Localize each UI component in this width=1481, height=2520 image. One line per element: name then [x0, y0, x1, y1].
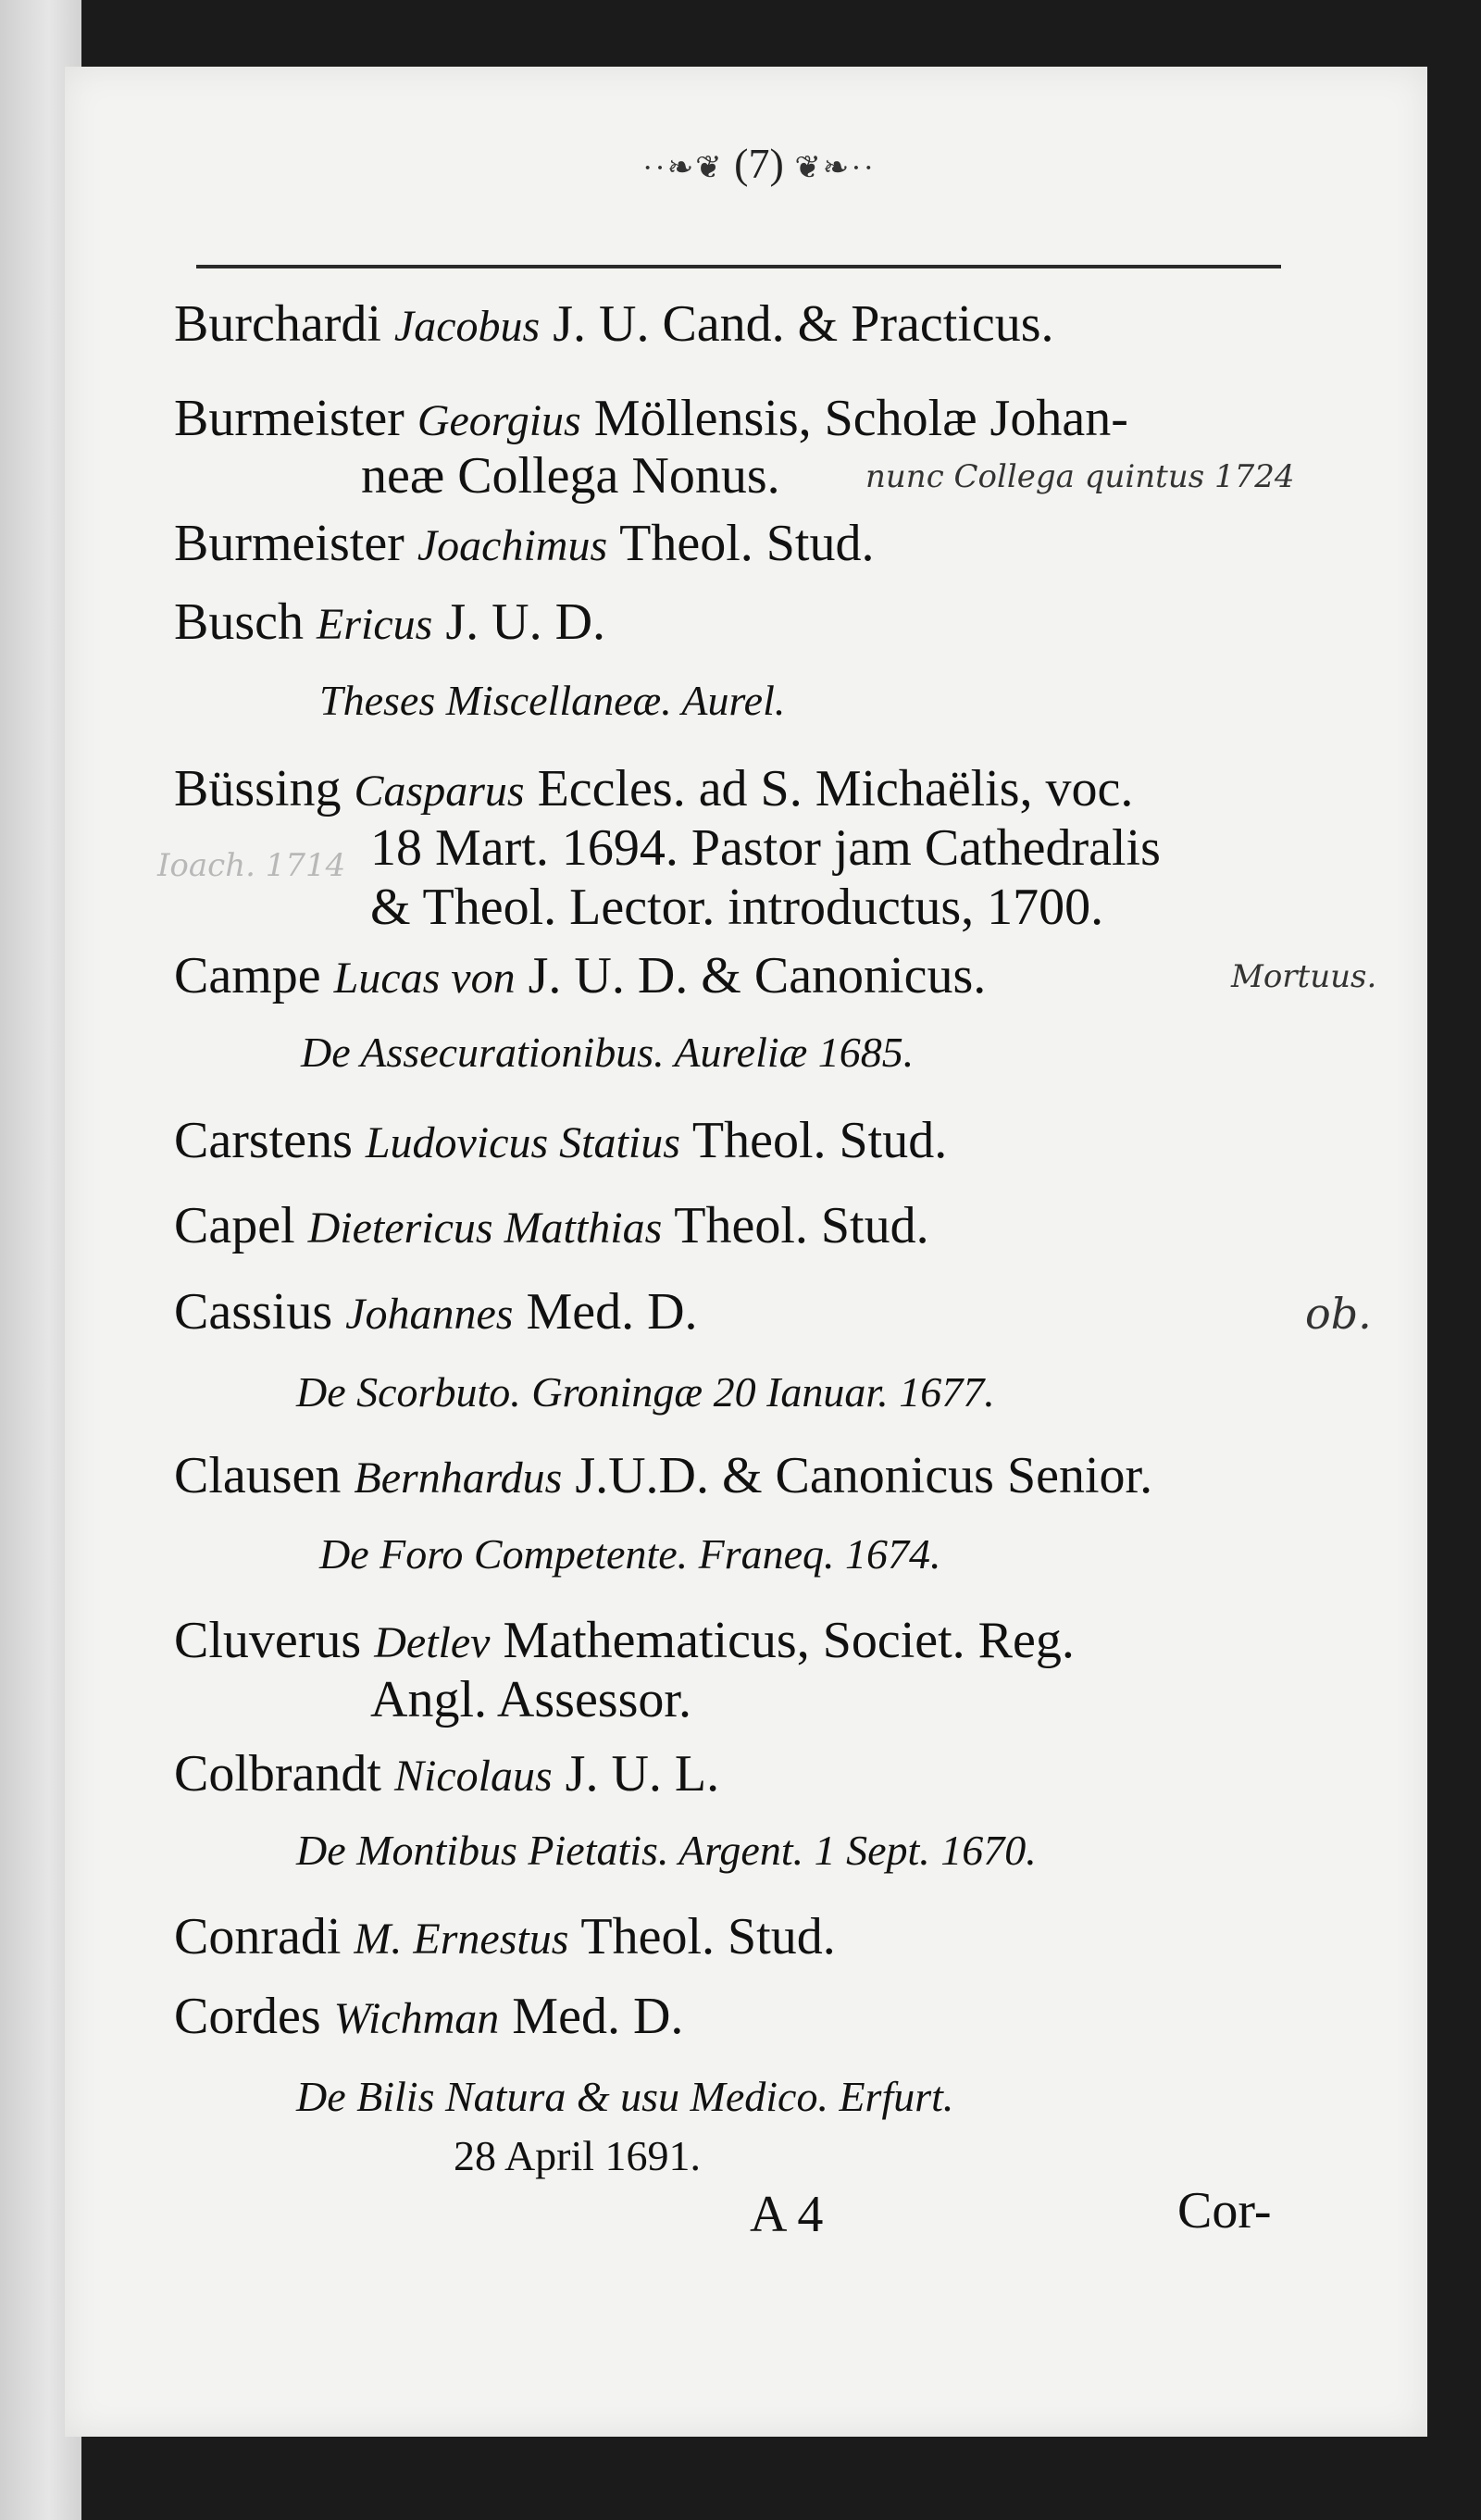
- entry-conradi: [174, 1907, 1285, 1969]
- ornament-right-icon: ❦❧··: [794, 151, 876, 185]
- surname: Capel: [174, 1197, 295, 1254]
- title: Med. D.: [512, 1988, 684, 2045]
- entry-cordes: [174, 1987, 1285, 2049]
- surname: Burmeister: [174, 390, 404, 447]
- given-name: Jacobus: [393, 302, 541, 351]
- given-name: Ericus: [317, 600, 433, 649]
- title: Theol. Stud.: [619, 515, 875, 572]
- page-number: (7): [734, 140, 784, 187]
- entry-burmeister-georgius-cont: neæ Collega Nonus.: [361, 447, 780, 505]
- entry-burmeister-joachimus: [174, 514, 1285, 576]
- signature-mark: A 4: [750, 2186, 824, 2243]
- handwritten-note-burmeister: nunc Collega quintus 1724: [865, 458, 1295, 495]
- given-name: Georgius: [417, 396, 581, 445]
- page-header: [565, 139, 953, 188]
- surname: Cordes: [174, 1988, 321, 2045]
- surname: Cassius: [174, 1283, 333, 1341]
- given-name: Lucas von: [333, 954, 516, 1003]
- entry-bussing-cont-1: 18 Mart. 1694. Pastor jam Cathedralis: [370, 819, 1161, 877]
- given-name: Detlev: [374, 1618, 491, 1667]
- title: Möllensis, Scholæ Johan-: [593, 390, 1128, 447]
- entry-colbrandt: [174, 1744, 1285, 1806]
- given-name: Joachimus: [417, 521, 608, 570]
- surname: Conradi: [174, 1908, 342, 1965]
- thesis-cassius: De Scorbuto. Groningæ 20 Ianuar. 1677.: [296, 1368, 995, 1416]
- given-name: Nicolaus: [393, 1752, 553, 1801]
- given-name: Ludovicus Statius: [365, 1118, 680, 1167]
- handwritten-note-cassius: ob.: [1305, 1289, 1372, 1339]
- handwritten-note-campe: Mortuus.: [1231, 958, 1377, 995]
- thesis-cordes: De Bilis Natura & usu Medico. Erfurt.: [296, 2073, 954, 2120]
- given-name: Wichman: [333, 1994, 500, 2043]
- given-name: Casparus: [354, 767, 525, 816]
- ornament-left-icon: ··❧❦: [642, 151, 724, 185]
- entry-bussing-cont-2: & Theol. Lector. introductus, 1700.: [370, 879, 1104, 936]
- surname: Colbrandt: [174, 1745, 381, 1803]
- entry-cluverus-cont: Angl. Assessor.: [370, 1671, 691, 1728]
- handwritten-note-bussing: Ioach. 1714: [157, 847, 346, 884]
- surname: Cluverus: [174, 1612, 362, 1669]
- title: Med. D.: [526, 1283, 698, 1341]
- entry-cassius: [174, 1282, 1285, 1344]
- entry-cluverus: [174, 1611, 1285, 1673]
- thesis-clausen: De Foro Competente. Franeq. 1674.: [319, 1530, 941, 1578]
- surname: Büssing: [174, 760, 342, 817]
- title: Theol. Stud.: [580, 1908, 836, 1965]
- thesis-cordes-date: 28 April 1691.: [454, 2132, 702, 2179]
- given-name: Johannes: [345, 1290, 514, 1339]
- thesis-campe: De Assecurationibus. Aureliæ 1685.: [301, 1029, 915, 1076]
- title: Theol. Stud.: [691, 1112, 948, 1169]
- entry-busch: [174, 593, 1285, 655]
- surname: Carstens: [174, 1112, 353, 1169]
- title: Eccles. ad S. Michaëlis, voc.: [537, 760, 1134, 817]
- surname: Busch: [174, 593, 304, 651]
- title: J. U. D. & Canonicus.: [528, 947, 987, 1004]
- given-name: Dietericus Matthias: [307, 1204, 663, 1253]
- entry-burchardi: [174, 294, 1285, 356]
- title: J. U. D.: [445, 593, 606, 651]
- given-name: Bernhardus: [354, 1453, 563, 1503]
- entry-carstens: [174, 1111, 1285, 1173]
- entry-campe: [174, 946, 1285, 1008]
- entry-capel: [174, 1196, 1285, 1258]
- catchword: Cor-: [1177, 2182, 1272, 2239]
- title: Mathematicus, Societ. Reg.: [503, 1612, 1075, 1669]
- thesis-colbrandt: De Montibus Pietatis. Argent. 1 Sept. 1670.: [296, 1827, 1037, 1874]
- given-name: M. Ernestus: [354, 1915, 569, 1964]
- surname: Campe: [174, 947, 321, 1004]
- entry-clausen: [174, 1446, 1285, 1508]
- surname: Burmeister: [174, 515, 404, 572]
- thesis-busch: Theses Miscellaneæ. Aurel.: [319, 677, 786, 724]
- entry-bussing: [174, 759, 1285, 821]
- header-rule: [196, 265, 1281, 268]
- title: J. U. L.: [565, 1745, 720, 1803]
- entry-burmeister-georgius: [174, 389, 1285, 451]
- title: J.U.D. & Canonicus Senior.: [575, 1447, 1153, 1504]
- surname: Burchardi: [174, 295, 381, 353]
- title: Theol. Stud.: [674, 1197, 929, 1254]
- title: J. U. Cand. & Practicus.: [553, 295, 1054, 353]
- surname: Clausen: [174, 1447, 342, 1504]
